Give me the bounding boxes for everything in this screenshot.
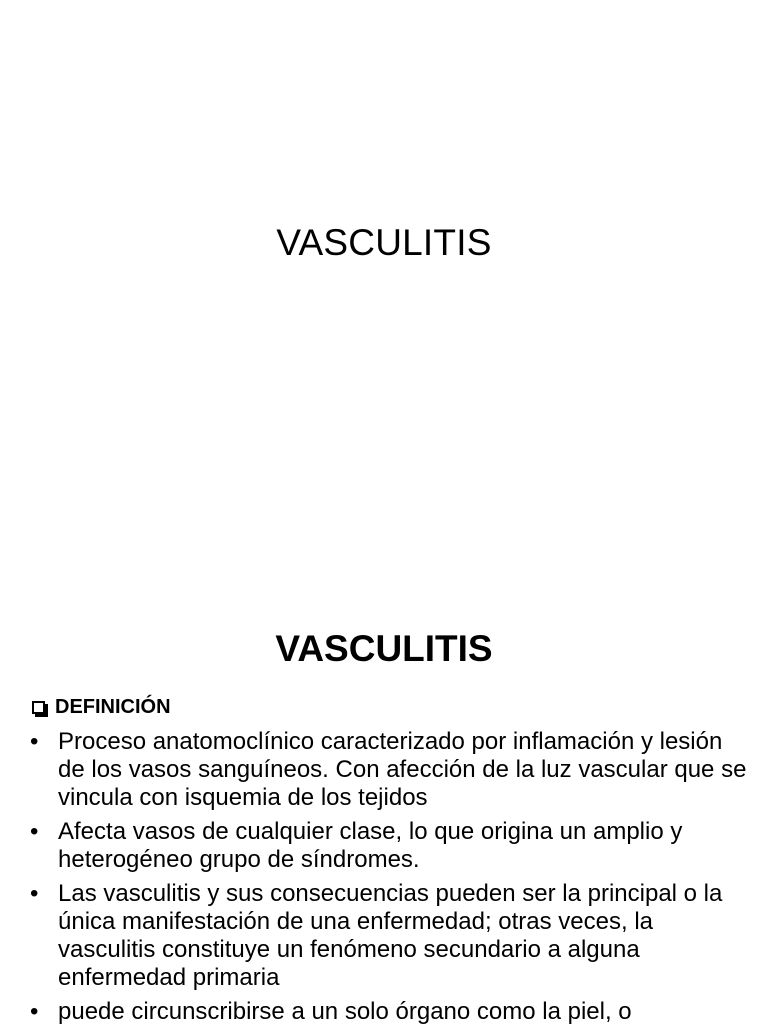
bullet-text: Las vasculitis y sus consecuencias pueden ser la principal o la única manifestación de una enfermedad; otras veces, la vasculitis constituye un fenómeno secundario a alguna enfermedad primaria — [58, 880, 723, 991]
slide-title: VASCULITIS — [276, 222, 492, 263]
bullet-text: Proceso anatomoclínico caracterizado por inflamación y lesión de los vasos sanguíneos. Con afección de la luz vascular que se vincula con isquemia de los tejidos — [58, 728, 747, 811]
checkbox-bullet-icon — [32, 701, 45, 714]
section-heading-label: DEFINICIÓN — [55, 696, 171, 718]
bullet-item — [28, 728, 748, 812]
bullet-list — [28, 728, 748, 1024]
bullet-dot-icon: • — [30, 818, 39, 845]
bullet-text: puede circunscribirse a un solo órgano como la piel, o — [58, 998, 632, 1024]
bullet-text: Afecta vasos de cualquier clase, lo que origina un amplio y heterogéneo grupo de síndromes. — [58, 818, 683, 873]
bullet-item — [28, 818, 748, 874]
section-heading — [32, 696, 171, 719]
bullet-item — [28, 880, 748, 992]
bullet-item — [28, 998, 748, 1024]
content-slide-title: VASCULITIS — [275, 628, 493, 669]
content-slide — [0, 576, 768, 1024]
bullet-dot-icon: • — [30, 880, 39, 907]
bullet-dot-icon: • — [30, 998, 39, 1024]
bullet-dot-icon: • — [30, 728, 39, 755]
